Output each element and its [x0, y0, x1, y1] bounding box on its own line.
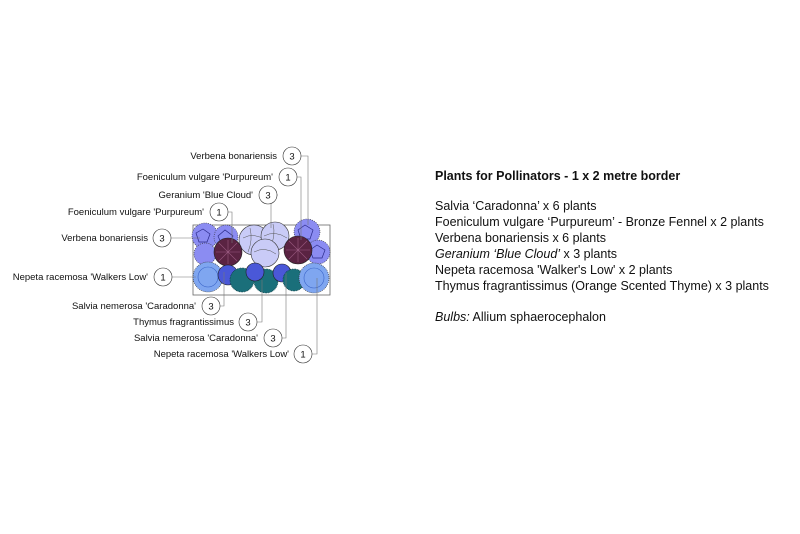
plant-list-item-italic: Geranium ‘Blue Cloud’ — [435, 247, 561, 261]
callout-label: Nepeta racemosa 'Walkers Low' — [153, 349, 289, 360]
salvia-symbol — [246, 263, 264, 281]
fennel-symbol — [284, 236, 312, 264]
quantity-badge-value: 3 — [208, 301, 214, 313]
plant-list-item-qty: x 3 plants — [560, 247, 618, 261]
plant-list-item: Salvia ‘Caradonna’ x 6 plants — [435, 199, 597, 213]
callout-label: Verbena bonariensis — [190, 151, 277, 162]
quantity-badge-value: 3 — [265, 190, 271, 202]
plant-list-title: Plants for Pollinators - 1 x 2 metre border — [435, 169, 681, 183]
plant-list-item — [435, 246, 795, 262]
plant-list — [435, 168, 795, 325]
callout-0 — [190, 147, 301, 165]
plant-list-item: Thymus fragrantissimus (Orange Scented Thyme) x 3 plants — [435, 279, 769, 293]
quantity-badge-value: 1 — [160, 272, 166, 284]
fennel-symbol — [214, 238, 242, 266]
bulbs-value: Allium sphaerocephalon — [469, 310, 606, 324]
quantity-badge-value: 3 — [159, 233, 165, 245]
callout-1 — [137, 168, 297, 186]
callout-2 — [159, 186, 277, 204]
quantity-badge-value: 3 — [245, 317, 251, 329]
callout-6 — [72, 297, 220, 315]
callout-label: Geranium 'Blue Cloud' — [158, 190, 253, 201]
plant-symbols — [192, 219, 330, 293]
callout-4 — [61, 229, 171, 247]
quantity-badge-value: 3 — [289, 151, 295, 163]
plant-list-item: Verbena bonariensis x 6 plants — [435, 231, 606, 245]
callout-label: Salvia nemerosa 'Caradonna' — [71, 301, 196, 312]
callout-label: Thymus fragrantissimus — [133, 317, 234, 328]
callout-label: Nepeta racemosa 'Walkers Low' — [12, 272, 148, 283]
bulbs-line — [435, 309, 795, 325]
verbena-symbol — [194, 243, 216, 265]
quantity-badge-value: 1 — [216, 207, 222, 219]
callout-7 — [133, 313, 257, 331]
quantity-badge-value: 3 — [270, 333, 276, 345]
plant-list-item: Foeniculum vulgare ‘Purpureum’ - Bronze Fennel x 2 plants — [435, 215, 764, 229]
callout-3 — [68, 203, 228, 221]
callout-9 — [154, 345, 312, 363]
quantity-badge-value: 1 — [285, 172, 291, 184]
callout-label: Foeniculum vulgare 'Purpureum' — [67, 207, 204, 218]
bulbs-label: Bulbs: — [435, 310, 470, 324]
nepeta-symbol — [299, 263, 329, 293]
callout-8 — [134, 329, 282, 347]
callout-5 — [13, 268, 172, 286]
callout-label: Foeniculum vulgare 'Purpureum' — [136, 172, 273, 183]
plant-list-item: Nepeta racemosa 'Walker's Low' x 2 plants — [435, 263, 673, 277]
quantity-badge-value: 1 — [300, 349, 306, 361]
callout-label: Salvia nemerosa 'Caradonna' — [133, 333, 258, 344]
callout-label: Verbena bonariensis — [61, 233, 148, 244]
